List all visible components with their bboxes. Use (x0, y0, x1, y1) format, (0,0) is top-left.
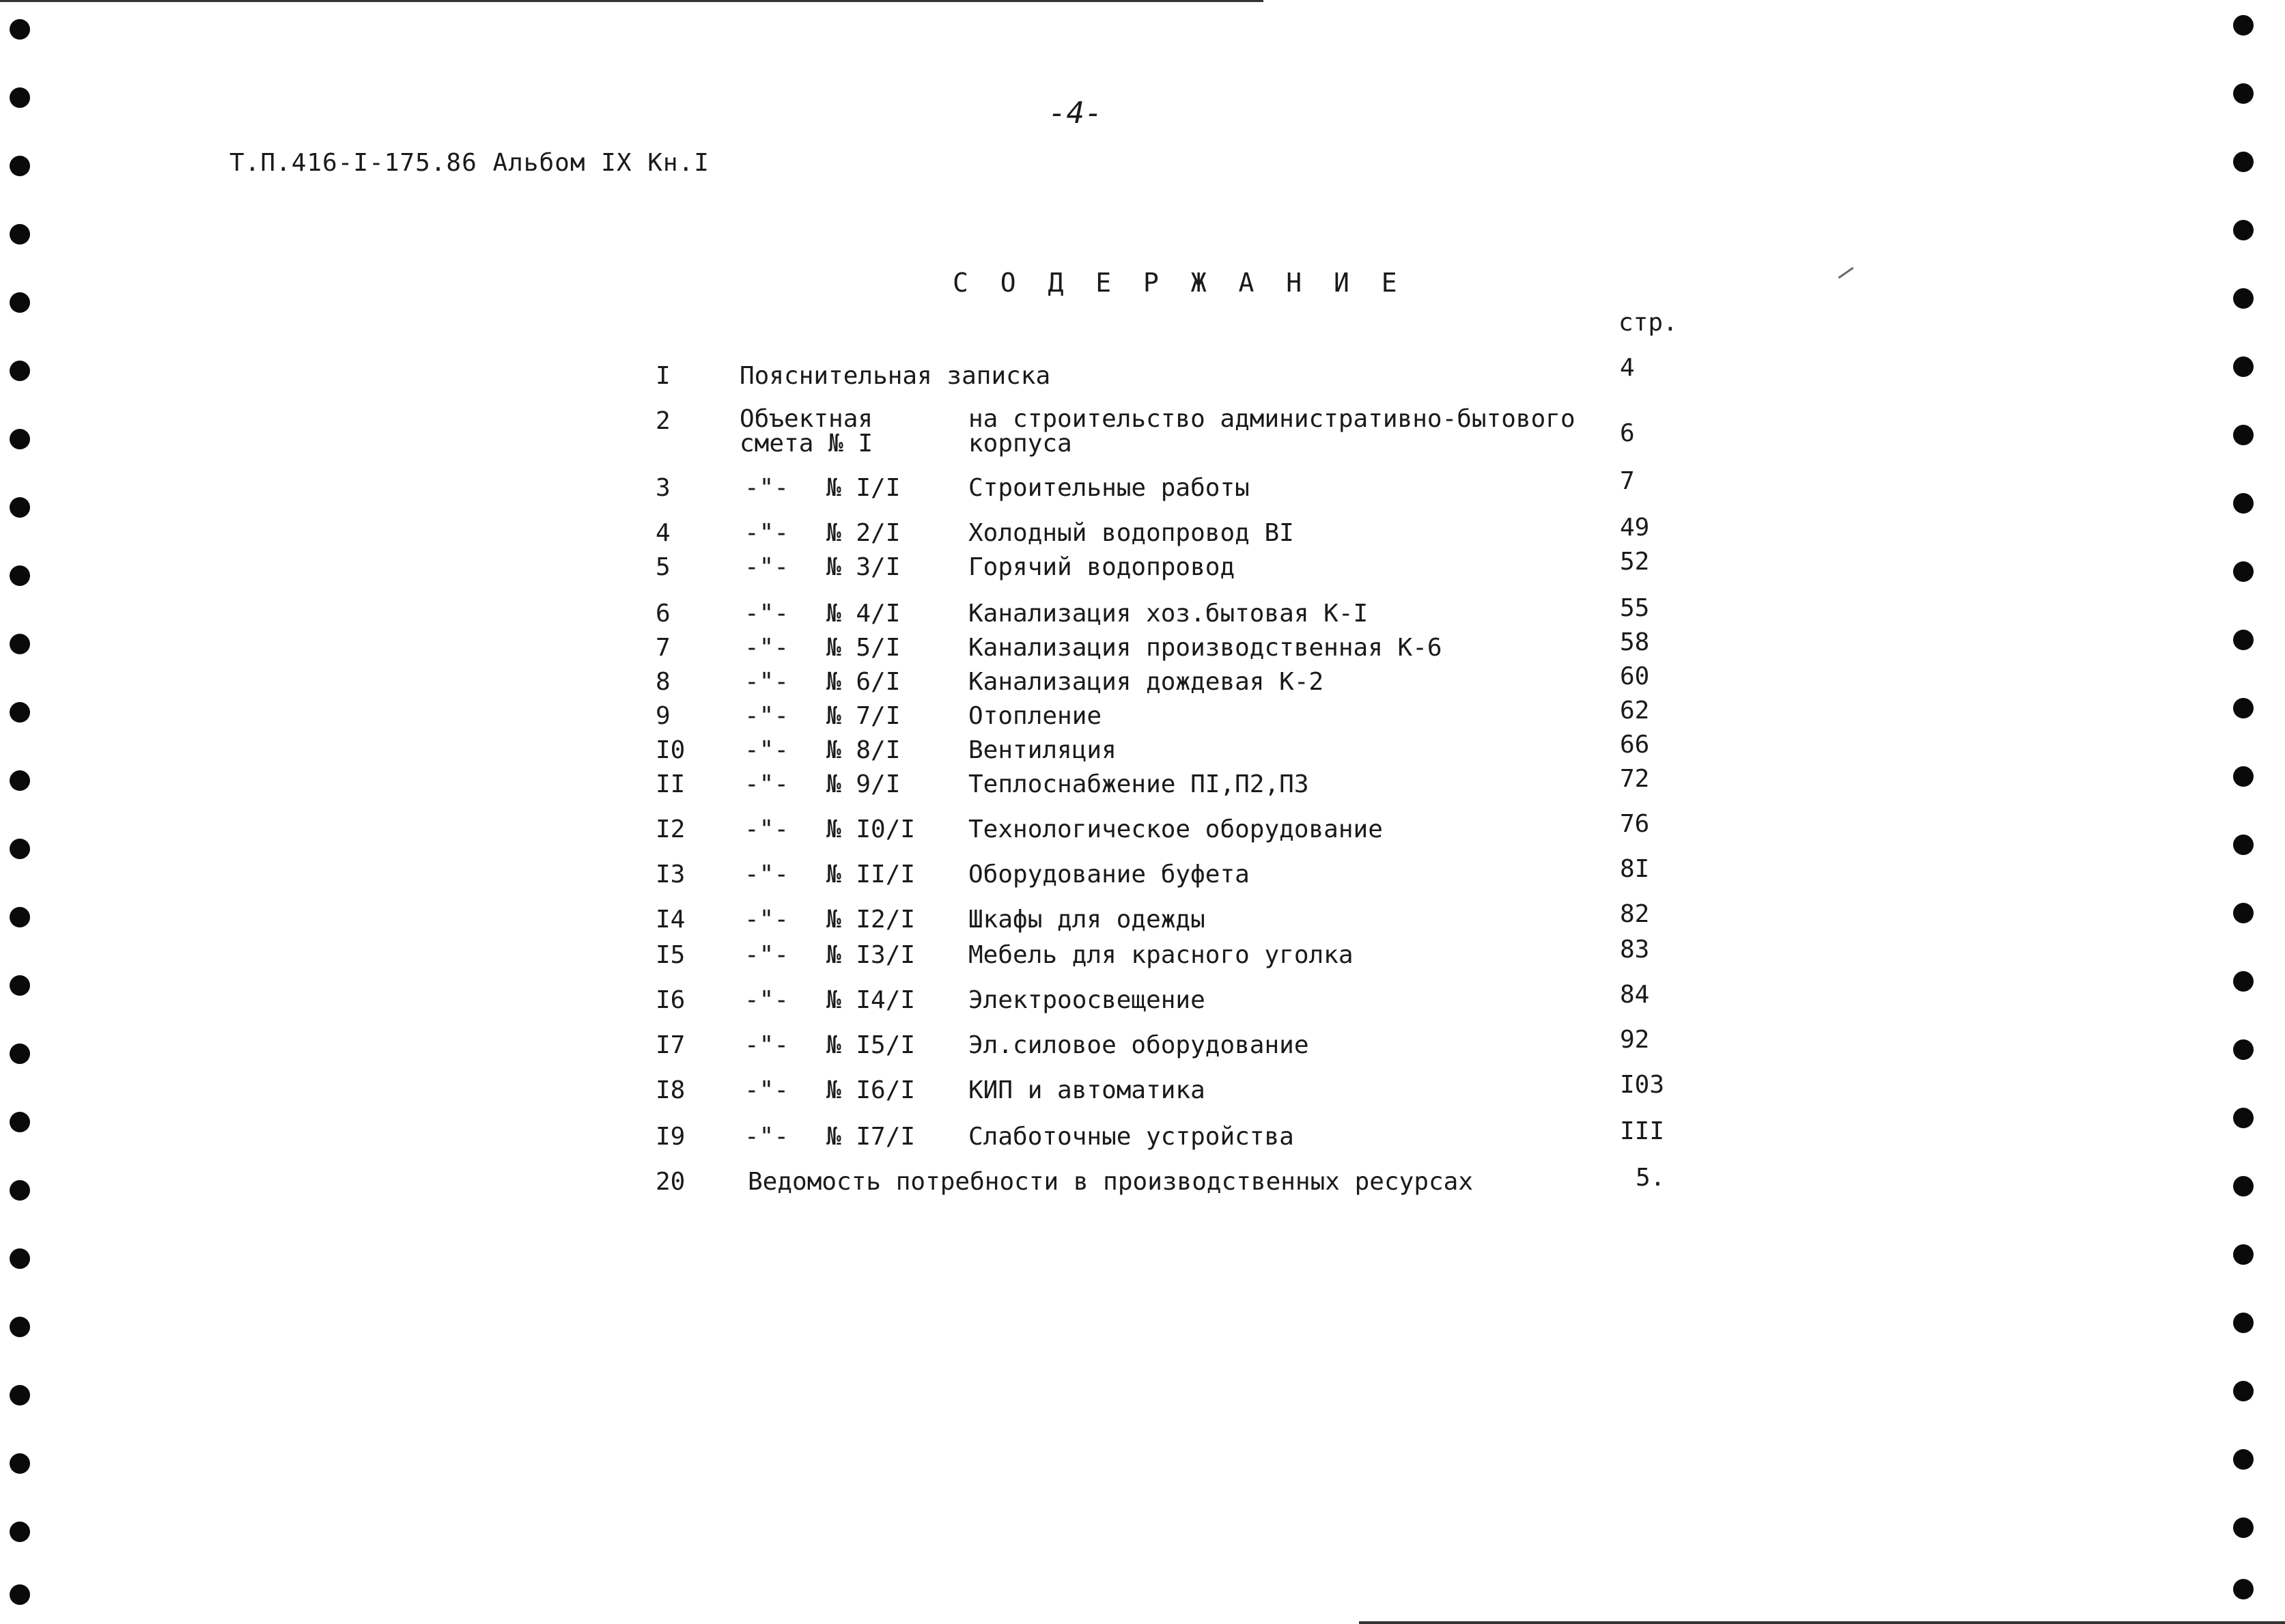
ditto-mark: -"- (744, 1076, 789, 1104)
row-estimate: № 8/I (826, 736, 901, 764)
row-number: 4 (656, 519, 671, 547)
row-description: Холодный водопровод BI (968, 519, 1294, 547)
perforation-hole (2233, 1449, 2254, 1470)
row-number: 8 (656, 668, 671, 696)
row-page: 83 (1620, 936, 1650, 964)
row-page: 55 (1620, 594, 1650, 622)
row-description: Ведомость потребности в производственных ресурсах (748, 1168, 1474, 1196)
description-line-1: на строительство административно-бытового (968, 405, 1575, 433)
row-estimate: № I0/I (826, 815, 916, 843)
row-page: 49 (1620, 514, 1650, 542)
row-number: I3 (656, 860, 686, 888)
perforation-hole (10, 839, 30, 859)
row-description: Эл.силовое оборудование (968, 1031, 1309, 1059)
perforation-hole (2233, 630, 2254, 650)
row-estimate: № 7/I (826, 702, 901, 730)
perforation-hole (10, 565, 30, 586)
description-line-2: корпуса (968, 430, 1072, 458)
row-number: 5 (656, 553, 671, 581)
row-page: 66 (1620, 731, 1650, 759)
bottom-edge-line (1359, 1621, 2285, 1624)
perforation-hole (10, 156, 30, 176)
row-page: 6 (1620, 419, 1635, 447)
row-estimate: № I3/I (826, 941, 916, 969)
perforation-hole (10, 1522, 30, 1542)
ditto-mark: -"- (744, 906, 789, 934)
row-description: Канализация хоз.бытовая К-I (968, 600, 1369, 628)
row-page: 5. (1636, 1164, 1666, 1192)
row-estimate: № I/I (826, 474, 901, 502)
row-page: 84 (1620, 981, 1650, 1009)
row-number: II (656, 770, 686, 798)
document-code: Т.П.416-I-175.86 Альбом IX Кн.I (229, 149, 710, 177)
perforation-hole (10, 1044, 30, 1064)
perforation-hole (10, 429, 30, 449)
row-description: КИП и автоматика (968, 1076, 1205, 1104)
perforation-hole (10, 907, 30, 927)
row-number: I6 (656, 986, 686, 1014)
ditto-mark: -"- (744, 815, 789, 843)
row-estimate: № I7/I (826, 1123, 916, 1151)
row-description: Канализация производственная К-6 (968, 634, 1442, 662)
row-estimate: № 4/I (826, 600, 901, 628)
perforation-hole (2233, 561, 2254, 582)
row-number: I0 (656, 736, 686, 764)
row-number: I4 (656, 906, 686, 934)
pencil-mark (1838, 267, 1853, 279)
row-page: 58 (1620, 628, 1650, 656)
row-page: 72 (1620, 765, 1650, 793)
row-page: 7 (1620, 467, 1635, 495)
perforation-hole (2233, 288, 2254, 309)
row-number: 3 (656, 474, 671, 502)
row-page: I03 (1620, 1071, 1665, 1099)
row-description: Технологическое оборудование (968, 815, 1383, 843)
perforation-hole (10, 361, 30, 381)
ditto-mark: -"- (744, 474, 789, 502)
perforation-hole (2233, 1176, 2254, 1196)
perforation-hole (2233, 766, 2254, 787)
row-description: Горячий водопровод (968, 553, 1235, 581)
ditto-mark: -"- (744, 1123, 789, 1151)
left-perforation-strip (10, 0, 51, 1624)
row-number: 2 (656, 407, 671, 435)
perforation-hole (2233, 1579, 2254, 1599)
perforation-hole (10, 634, 30, 654)
row-estimate: № 5/I (826, 634, 901, 662)
perforation-hole (10, 1385, 30, 1405)
row-number: 7 (656, 634, 671, 662)
ditto-mark: -"- (744, 860, 789, 888)
row-page: 60 (1620, 662, 1650, 690)
row-estimate: № 6/I (826, 668, 901, 696)
perforation-hole (10, 702, 30, 723)
ditto-mark: -"- (744, 736, 789, 764)
row-estimate: № I4/I (826, 986, 916, 1014)
perforation-hole (2233, 493, 2254, 514)
row-number: I (656, 362, 671, 390)
ditto-mark: -"- (744, 702, 789, 730)
perforation-hole (2233, 1244, 2254, 1265)
row-estimate: № 9/I (826, 770, 901, 798)
perforation-hole (10, 975, 30, 996)
perforation-hole (2233, 1039, 2254, 1060)
perforation-hole (2233, 1108, 2254, 1128)
perforation-hole (2233, 1381, 2254, 1401)
ditto-mark: -"- (744, 986, 789, 1014)
row-description: Теплоснабжение ПI,П2,П3 (968, 770, 1309, 798)
row-description: Оборудование буфета (968, 860, 1250, 888)
page-title: С О Д Е Р Ж А Н И Е (953, 268, 1405, 298)
perforation-hole (2233, 698, 2254, 718)
perforation-hole (2233, 1517, 2254, 1538)
row-description: Шкафы для одежды (968, 906, 1205, 934)
ditto-mark: -"- (744, 553, 789, 581)
row-number: I5 (656, 941, 686, 969)
row-page: 52 (1620, 548, 1650, 576)
estimate-line-1: Объектная (740, 405, 873, 433)
row-description: Строительные работы (968, 474, 1250, 502)
perforation-hole (2233, 1313, 2254, 1333)
row-page: 76 (1620, 810, 1650, 838)
row-number: 9 (656, 702, 671, 730)
row-estimate: № I2/I (826, 906, 916, 934)
estimate-line-2: смета № I (740, 430, 873, 458)
perforation-hole (2233, 425, 2254, 445)
ditto-mark: -"- (744, 770, 789, 798)
row-estimate: № I5/I (826, 1031, 916, 1059)
row-estimate: № I6/I (826, 1076, 916, 1104)
ditto-mark: -"- (744, 519, 789, 547)
page-number: -4- (1048, 96, 1103, 130)
row-number: I8 (656, 1076, 686, 1104)
row-description: Пояснительная записка (740, 362, 1051, 390)
perforation-hole (10, 1453, 30, 1474)
row-description (968, 407, 1575, 456)
row-description: Вентиляция (968, 736, 1117, 764)
ditto-mark: -"- (744, 668, 789, 696)
perforation-hole (2233, 356, 2254, 377)
row-page: 4 (1620, 354, 1635, 382)
row-page: III (1620, 1117, 1665, 1145)
ditto-mark: -"- (744, 634, 789, 662)
row-estimate (740, 407, 873, 456)
perforation-hole (2233, 15, 2254, 36)
row-number: 6 (656, 600, 671, 628)
perforation-hole (2233, 835, 2254, 855)
perforation-hole (10, 1112, 30, 1132)
perforation-hole (10, 1584, 30, 1605)
perforation-hole (10, 1248, 30, 1269)
row-estimate: № 3/I (826, 553, 901, 581)
row-page: 62 (1620, 697, 1650, 725)
perforation-hole (2233, 152, 2254, 172)
perforation-hole (10, 87, 30, 108)
ditto-mark: -"- (744, 941, 789, 969)
right-perforation-strip (2233, 0, 2274, 1624)
row-estimate: № II/I (826, 860, 916, 888)
row-description: Слаботочные устройства (968, 1123, 1294, 1151)
perforation-hole (10, 224, 30, 244)
row-description: Отопление (968, 702, 1102, 730)
row-number: 20 (656, 1168, 686, 1196)
row-number: I7 (656, 1031, 686, 1059)
perforation-hole (10, 497, 30, 518)
ditto-mark: -"- (744, 1031, 789, 1059)
row-page: 92 (1620, 1026, 1650, 1054)
row-number: I2 (656, 815, 686, 843)
perforation-hole (2233, 220, 2254, 240)
perforation-hole (10, 770, 30, 791)
perforation-hole (10, 1317, 30, 1337)
perforation-hole (10, 292, 30, 313)
row-description: Электроосвещение (968, 986, 1205, 1014)
top-edge-line (0, 0, 1263, 2)
perforation-hole (2233, 83, 2254, 104)
perforation-hole (10, 19, 30, 40)
perforation-hole (2233, 903, 2254, 923)
row-number: I9 (656, 1123, 686, 1151)
perforation-hole (10, 1180, 30, 1201)
row-estimate: № 2/I (826, 519, 901, 547)
row-description: Мебель для красного уголка (968, 941, 1354, 969)
page-column-header: стр. (1618, 309, 1678, 337)
row-page: 82 (1620, 900, 1650, 928)
row-page: 8I (1620, 855, 1650, 883)
perforation-hole (2233, 971, 2254, 992)
ditto-mark: -"- (744, 600, 789, 628)
row-description: Канализация дождевая К-2 (968, 668, 1324, 696)
